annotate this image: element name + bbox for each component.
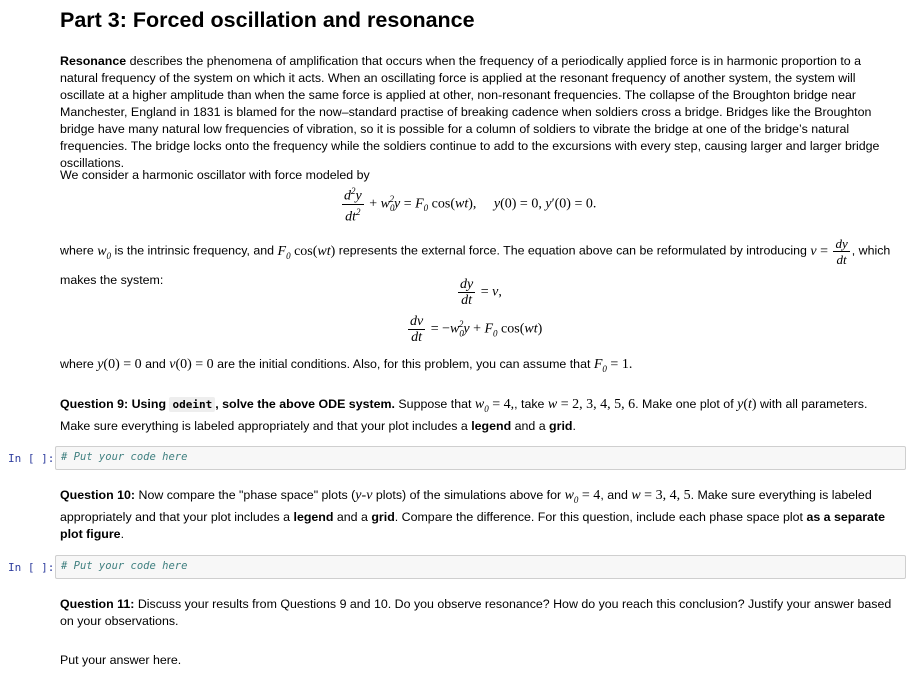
where1-text-e: makes the system: bbox=[60, 272, 164, 287]
q11-label: Question 11: bbox=[60, 597, 135, 611]
where1-text-c: represents the external force. The equation above can be reformulated by introducing bbox=[335, 243, 811, 258]
resonance-term: Resonance bbox=[60, 54, 127, 68]
q10-text-2: plots) of the simulations above for bbox=[372, 488, 565, 502]
where1-text-b: is the intrinsic frequency, and bbox=[111, 243, 278, 258]
q9-end: . bbox=[572, 418, 576, 433]
code-cell-2[interactable] bbox=[55, 555, 906, 579]
q11-text: Discuss your results from Questions 9 and 10. Do you observe resonance? How do you reach this conclusion? Justify your answer based on your observations. bbox=[60, 597, 892, 628]
q10-text-4: . Make sure everything is labeled appropriately and that your plot includes a bbox=[60, 488, 872, 524]
where2-text-a: where bbox=[60, 357, 98, 371]
system-eq-2: $\frac{dv}{dt}$ = $-w_0^2y + F_0$ cos(wt) bbox=[410, 314, 543, 345]
q10-text-3: , and bbox=[600, 488, 632, 502]
question-9: Question 9: Using odeint , solve the above ODE system. Suppose that $w_0 = 4$,, take w = 2, 3, 4, 5, 6. Make one plot of y(t) with all parameters. Make sure everything is labeled appropriately and that your plot includes a legend and a grid. bbox=[60, 397, 868, 433]
cell-1-prompt: In [ ]: bbox=[8, 452, 55, 465]
where2-text-b: and bbox=[141, 357, 170, 371]
q10-and: and a bbox=[333, 509, 372, 524]
q10-grid: grid bbox=[371, 509, 395, 524]
q9-label-2: , solve the above ODE system. bbox=[215, 397, 395, 411]
model-intro: We consider a harmonic oscillator with force modeled by bbox=[60, 168, 370, 182]
q9-grid: grid bbox=[549, 418, 573, 433]
q10-label: Question 10: bbox=[60, 488, 136, 502]
intro-paragraph bbox=[60, 53, 900, 172]
question-11 bbox=[60, 596, 900, 630]
q10-legend: legend bbox=[293, 509, 334, 524]
q10-text-1: Now compare the "phase space" plots ( bbox=[135, 488, 356, 502]
q9-text-4: with all parameters. Make sure everything is labeled appropriately and that your plot includes a bbox=[60, 397, 868, 433]
ode-equation: $\frac{d^2y}{dt^2}$ + $w_0^2y = F_0$ cos(wt), y(0) = 0, y′(0) = 0. bbox=[344, 186, 597, 225]
q10-text-5: . Compare the difference. For this question, include each phase space plot bbox=[394, 509, 807, 524]
question-10: Question 10: Now compare the "phase space" plots (y-v plots) of the simulations above for $w_0 = 4$, and w = 3, 4, 5. Make sure everything is labeled appropriately and that your plot includes a legend and a grid. Compare the difference. For this question, include each phase space plot as a separate plot figure. bbox=[60, 488, 885, 541]
q9-text-2: , take bbox=[514, 397, 548, 411]
where2-text-c: are the initial conditions. Also, for this problem, you can assume that bbox=[213, 357, 594, 371]
where1-text-d: , which bbox=[851, 243, 891, 258]
page-title: Part 3: Forced oscillation and resonance bbox=[60, 8, 475, 32]
q9-and: and a bbox=[511, 418, 550, 433]
answer-placeholder[interactable]: Put your answer here. bbox=[60, 653, 182, 667]
where1-text-a: where bbox=[60, 243, 98, 258]
where-paragraph-1: where $w_0$ is the intrinsic frequency, and $F_0$ cos(wt) represents the external force. The equation above can be reformulated by introducing v = $\frac{dy}{dt}$ , which makes the system: bbox=[60, 236, 891, 287]
q9-label: Question 9: Using bbox=[60, 397, 170, 411]
q9-text-1: Suppose that bbox=[394, 397, 475, 411]
code-cell-2-text[interactable]: # Put your code here bbox=[61, 560, 188, 572]
q9-odeint-code: odeint bbox=[169, 397, 215, 412]
q10-end: . bbox=[120, 526, 125, 541]
q9-legend: legend bbox=[471, 418, 512, 433]
intro-text: describes the phenomena of amplification that occurs when the frequency of a periodically applied force is in harmonic proportion to a natural frequency of the system on which it acts. When an oscillating force is applied at the resonant frequency of another system, the system will oscillate at a higher amplitude than when the same force is applied at other, non-resonant frequencies. The collapse of the Broughton bridge near Manchester, England in 1831 is blamed for the now–standard practise of breaking cadence when soldiers cross a bridge. Bridges like the Broughton bridge have many natural low frequencies of vibration, so it is possible for a column of soldiers to vibrate the bridge at one of the bridge’s natural frequencies. The bridge locks onto the frequency while the soldiers continue to add to the excursions with every step, causing larger and larger bridge oscillations. bbox=[60, 54, 880, 170]
where-paragraph-2: where y(0) = 0 and v(0) = 0 are the initial conditions. Also, for this problem, you can assume that $F_0 = 1$. bbox=[60, 357, 633, 374]
code-cell-1[interactable] bbox=[55, 446, 906, 470]
q10-bold-end: as a separate plot figure bbox=[60, 509, 885, 541]
system-eq-1: $\frac{dy}{dt}$ = v, bbox=[460, 277, 502, 308]
code-cell-1-text[interactable]: # Put your code here bbox=[61, 451, 188, 463]
cell-2-prompt: In [ ]: bbox=[8, 561, 55, 574]
q9-text-3: . Make one plot of bbox=[635, 397, 738, 411]
